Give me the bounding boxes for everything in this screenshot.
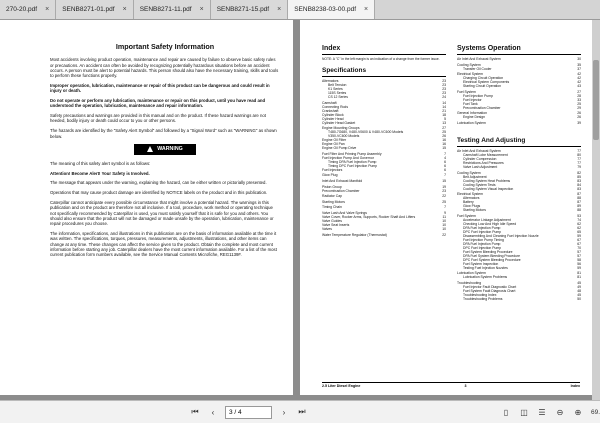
index-entry-page: 23 [442,91,446,95]
index-entry-title: Fuel System Bleeding Procedure [463,249,513,254]
index-entry-page: 5 [444,116,446,121]
index-entry-title: Fuel System Inspection [463,261,499,266]
index-entry-page: 11 [442,214,446,219]
index-entry-title: Valve Cover, Rocker Arms, Supports, Rocker Shaft And Lifters [322,214,416,219]
index-entry-page: 59 [577,265,581,270]
index-entry-page: 25 [442,199,446,204]
index-entry-page: 83 [577,178,581,183]
index-entry-title: CS 12 Series [328,95,348,99]
index-entry-title: DPA Fuel Injection Pump [463,225,501,230]
viewer-toolbar [0,400,600,423]
index-entry-title: Valve Lash Adjustment [463,164,498,169]
index-entry[interactable] [457,106,581,110]
index-entry-page: 9 [444,210,446,215]
index-entry[interactable] [457,84,581,88]
index-entry-title: Glow Plug [322,173,338,178]
index-entry[interactable] [457,165,581,169]
index-entry-title: Lubrication System Problems [463,275,508,280]
index-entry-page: 67 [577,241,581,246]
index-entry-page: 77 [577,160,581,165]
paragraph: Most accidents involving product operation, maintenance and repair are caused by failure to observe basic safety rules or precautions. An accident can often be avoided by recognizing potentially hazardous situations before an accident occurs. A person must be alert to potential hazards. This person should also have the necessary training, skills and tools to perform these functions properly. [50,57,279,79]
index-entry-page: 87 [577,200,581,205]
index-entry-page: 85 [577,174,581,179]
index-entry-title: Lubrication System [457,271,486,276]
index-entry-title: Electrical System Components [463,80,510,85]
index-entry[interactable] [322,194,446,198]
index-entry-title: DPC Fuel Injection Pump [463,245,502,250]
footer-title: 2.5 Liter Diesel Engine [322,384,361,388]
index-entry-page: 23 [442,79,446,83]
index-entry-title: Alternators [322,79,339,83]
index-entry-title: Electrical System [457,192,484,197]
index-entry-title: Engine Mounting Groups [322,126,360,131]
tab-document[interactable] [134,0,211,19]
index-entry-page: 6 [444,163,446,168]
index-entry-page: 4 [444,155,446,160]
index-entry-page: 10 [442,218,446,223]
index-entry-title: Fuel Injection Pump Timing [463,237,504,242]
paragraph: Improper operation, lubrication, maintenance or repair of this product can be dangerous and could result in injury or death. [50,82,270,94]
index-entry-title: V350-VC600 Models [328,134,360,139]
index-entry-page: 80 [577,152,581,157]
index-entry-title: DPA Fuel Injection Pump [463,241,501,246]
index-entry-title: Cooling System Visual Inspection [463,186,514,191]
index-entry-page: 13 [442,120,446,125]
index-entry-title: Starting Circuit Operation [463,84,502,89]
index-entry-page: 26 [442,134,446,139]
index-entry[interactable] [322,121,446,125]
index-entry-title: Testing Fuel Injection Nozzles [463,265,508,270]
index-entry[interactable] [322,179,446,183]
index-entry-page: 37 [577,66,581,71]
index-entry-title: Fuel Injectors [322,167,343,172]
index-entry[interactable] [457,57,581,61]
index-title: Index [322,44,446,55]
index-entry-page: 10 [442,222,446,227]
paragraph: The information, specifications, and illustrations in this publication are on the basis of information available at the time it was written. The specifications, torques, pressures, measurements, adjustments, illustrations, and other items can change at any time. These changes can affect the service given to the product. Obtain the complete and most current information before starting any job. Caterpillar dealers have the most current information available. For a list of the most current publication form numbers available, see the Service Manual Contents Microfiche, REG1139F. [50,231,277,258]
index-entry-title: Engine Oil Pump Drive [322,146,357,151]
index-entry-title: Troubleshooting [457,280,482,285]
paragraph: Do not operate or perform any lubrication, maintenance or repair on this product, until you have read and understood the operation, lubrication, maintenance and repair information. [50,98,266,109]
index-entry-title: Fuel Injector Fault Diagnostic Chart [463,284,517,289]
page-number-input[interactable]: 3 / 4 [225,406,272,419]
paragraph: Attention! Become Alert! Your Safety is Involved. [50,170,150,176]
index-entry-page: 42 [577,72,581,77]
index-entry-title: Timing Chain [322,205,342,210]
index-entry-page: 53 [577,213,581,218]
index-entry-title: Timing DPC Fuel Injection Pump [328,163,378,168]
index-entry-page: 89 [577,204,581,209]
index-entry-page: 23 [442,83,446,87]
index-entry-page: 14 [442,100,446,105]
footer-section: Index [570,384,580,388]
last-page-icon[interactable]: ⏭ [298,407,306,416]
index-entry[interactable] [322,95,446,99]
index-entry-title: Connecting Rods [322,104,349,109]
index-entry[interactable] [322,233,446,237]
index-entry-title: Fuel System [457,213,476,218]
paragraph: Safety precautions and warnings are provided in this manual and on the product. If these hazard warnings are not heeded, bodily injury or death could occur to you or other persons. [50,113,266,124]
index-note: NOTE: A "C" in the left margin is an indication of a change from the former issue. [322,57,440,61]
index-entry-page: 65 [577,229,581,234]
index-entry-title: Piston Group [322,184,342,189]
index-entry-title: Camshaft Lobe Measurement [463,152,508,157]
index-entry-page: 59 [577,233,581,238]
index-entry-page: 25 [442,130,446,135]
previous-page-icon[interactable]: ‹ [211,407,215,417]
index-entry-page: 58 [577,257,581,262]
index-entry[interactable] [457,115,581,119]
index-entry-title: Inlet And Exhaust Manifold [322,178,363,183]
close-icon[interactable]: × [364,6,369,13]
index-entry-page: 62 [577,225,581,230]
warning-banner [134,144,196,155]
index-entry-title: Valve Lash And Valve Springs [322,210,367,215]
index-entry-title: Precombustion Chamber [322,188,360,193]
tab-label: SENB8271-01.pdf [62,6,115,13]
close-icon[interactable]: × [45,6,50,13]
index-entry-page: 42 [577,76,581,81]
vertical-scrollbar[interactable] [592,20,600,400]
index-entry-title: Valves [322,226,332,231]
index-entry-title: Accelerator Linkage Adjustment [463,217,511,222]
index-entry-page: 6 [444,167,446,172]
index-entry-page: 15 [442,146,446,151]
index-entry-page: 67 [577,237,581,242]
index-entry-page: 16 [442,138,446,143]
index-entry-page: 27 [577,89,581,94]
systems-operation-list [457,57,581,125]
index-entry-page: 56 [577,261,581,266]
index-entry-page: 79 [577,164,581,169]
index-entry-title: Radiator Cap [322,194,342,199]
index-entry-page: 22 [442,232,446,237]
warning-label: WARNING [157,145,183,152]
index-entry-page: 6 [444,159,446,164]
index-entry-title: Starting Motors [322,199,345,204]
index-entry-title: Belt Tension [328,83,347,87]
page-title: Important Safety Information [115,42,215,51]
index-entry-page: 7 [444,205,446,210]
index-entry-page: 88 [577,208,581,213]
index-entry-title: Cylinder Head Gasket [322,120,356,125]
index-entry-title: Electrical System [457,72,484,77]
index-entry-page: 50 [577,296,581,301]
index-entry-title: Battery [463,200,474,205]
index-entry-page: 27 [442,126,446,131]
index-entry[interactable] [322,146,446,150]
index-entry[interactable] [322,205,446,209]
index-entry[interactable] [322,227,446,231]
index-entry-page: 30 [577,57,581,61]
index-entry-page: 81 [577,271,581,276]
index-entry-title: 115S Series [328,91,347,95]
index-entry-title: Cylinder Head [322,116,344,121]
index-entry[interactable] [457,297,581,301]
index-entry-title: Fuel Tank [463,101,478,106]
index-entry-title: Air Inlet And Exhaust System [457,148,501,153]
document-viewer[interactable] [0,20,600,400]
index-entry-page: 21 [442,108,446,113]
index-entry-page: 28 [577,93,581,98]
close-icon[interactable]: × [122,6,127,13]
paragraph: Operations that may cause product damage are identified by NOTICE labels on the product and in this publication. [50,190,268,196]
specifications-heading: Specifications [322,67,446,77]
index-entry-page: 88 [577,196,581,201]
tab-label: SENB8271-11.pdf [139,6,192,13]
index-entry-title: Fuel Injection Pump And Governor [322,155,374,160]
tab-document[interactable] [56,0,134,19]
index-entry-title: Water Temperature Regulator (Thermostat) [322,232,387,237]
index-entry-title: Cooling System [457,170,481,175]
index-entry-page: 10 [442,226,446,231]
index-entry-title: General Information [457,111,487,116]
index-entry-title: Alternators [463,196,480,201]
specifications-list [322,79,446,237]
first-page-icon[interactable]: ⏮ [191,407,199,416]
index-entry-page: 70 [577,245,581,250]
index-entry-title: Cooling System Heat Problems [463,178,511,183]
index-entry-title: Crankshaft [322,108,339,113]
index-entry-title: Engine Design [463,115,486,120]
index-entry-page: 39 [577,120,581,125]
next-page-icon[interactable]: › [282,407,286,417]
index-column-left [322,44,446,237]
footer-page-number: 3 [464,384,467,388]
index-entry-title: Restrictions And Pressures [463,160,504,165]
safety-alert-icon [147,146,153,152]
two-page-view-icon[interactable]: ◫ [520,407,528,417]
index-entry[interactable] [457,275,581,279]
index-entry-title: Transfer Oil Cooler [463,66,492,71]
index-entry[interactable] [457,67,581,71]
index-entry-page: 7 [444,151,446,156]
index-entry-page: 48 [577,288,581,293]
index-entry-title: Engine Oil Filter [322,138,347,143]
tab-document[interactable] [211,0,289,19]
index-entry-page: 83 [577,186,581,191]
paragraph: Caterpillar cannot anticipate every possible circumstance that might involve a potential hazard. The warnings in this publication and on the product are therefore not all inclusive. If a tool, procedure, work method or operating technique not specifically recommended by Caterpillar is used, you must satisfy yourself that it is safe for you and others. You should also ensure that the product will not be damaged or made unsafe by the operation, lubrication, maintenance or repair procedures you choose. [50,200,274,227]
index-entry-page: 18 [442,112,446,117]
close-icon[interactable]: × [277,6,282,13]
index-entry-page: 81 [577,275,581,280]
tab-document[interactable] [0,0,56,19]
index-entry-page: 16 [442,142,446,147]
index-entry-page: 49 [577,284,581,289]
index-entry[interactable] [457,187,581,191]
index-entry-page: 7 [444,173,446,178]
index-entry-title: K1 Series [328,87,343,91]
index-entry[interactable] [322,189,446,193]
index-entry-page: 62 [577,221,581,226]
index-entry-page: 82 [577,170,581,175]
index-entry[interactable] [457,266,581,270]
index-entry[interactable] [322,200,446,204]
index-entry-page: 45 [577,280,581,285]
index-entry-title: Lubrication System [457,120,486,125]
index-entry-page: 77 [577,148,581,153]
index-entry-page: 77 [577,156,581,161]
paragraph: The message that appears under the warning, explaining the hazard, can be either written or pictorially presented. [50,180,267,186]
index-entry-page: 57 [577,249,581,254]
index-entry-title: Fuel Injector [463,97,482,102]
page-right [300,20,592,395]
single-page-view-icon[interactable]: ▯ [503,407,509,417]
index-entry-page: 74 [577,217,581,222]
index-entry-page: 15 [442,178,446,183]
tab-label: SENB8238-03-00.pdf [294,6,356,13]
index-entry-title: Charging Circuit Operation [463,76,504,81]
index-entry-title: Fuel System Fault Diagnosis Chart [463,288,516,293]
index-entry-page: 25 [577,101,581,106]
page-footer [322,382,580,388]
page-left [0,20,293,395]
index-entry-page: 22 [442,194,446,199]
index-entry-title: Belt Adjustment [463,174,487,179]
index-entry-title: Engine Oil Pan [322,142,345,147]
index-entry-title: Fuel Injection Pump [463,93,493,98]
index-entry-title: Troubleshooting Index [463,292,497,297]
index-entry-title: DPC Fuel System Bleeding Procedure [463,257,521,262]
index-entry-title: Precombustion Chamber [463,105,501,110]
index-entry-page: 57 [577,253,581,258]
zoom-out-icon[interactable]: ⊖ [556,407,564,417]
continuous-view-icon[interactable]: ☰ [538,407,546,417]
index-entry-page: 14 [442,104,446,109]
index-entry-page: 24 [442,95,446,99]
testing-adjusting-list [457,149,581,301]
index-entry-title: Starting Motors [463,208,486,213]
index-entry-page: 23 [442,87,446,91]
index-entry-title: Disassembling And Cleaning Fuel Injection Nozzle [463,233,539,238]
paragraph: The hazards are identified by the "Safety Alert Symbol" and followed by a "Signal Word" such as "WARNING" as shown below. [50,128,277,139]
index-entry-page: 19 [442,184,446,189]
testing-adjusting-heading: Testing And Adjusting [457,137,581,147]
safety-section [50,44,280,262]
index-entry-title: Fuel System [457,89,476,94]
index-entry[interactable] [322,168,446,172]
index-entry-title: Cooling System [457,62,481,67]
systems-operation-heading: Systems Operation [457,44,581,55]
zoom-level[interactable]: 69. [590,408,600,416]
index-entry-page: 45 [577,292,581,297]
tab-document[interactable] [288,0,375,19]
index-entry[interactable] [457,208,581,212]
index-entry-title: T480-7G680, V480-V0600 & V480-VC600 Models [328,130,404,135]
index-entry-page: 26 [577,115,581,120]
zoom-in-icon[interactable]: ⊕ [574,407,582,417]
scrollbar-thumb[interactable] [593,60,599,140]
index-entry-page: 35 [577,62,581,67]
index-entry-page: 42 [577,80,581,85]
index-entry-page: 33 [577,97,581,102]
index-entry[interactable] [457,121,581,125]
tab-label: SENB8271-15.pdf [216,6,270,13]
tab-label: 270-20.pdf [6,6,38,13]
index-entry-title: DPA Fuel System Bleeding Procedure [463,253,521,258]
index-entry-page: 43 [577,84,581,89]
index-entry-title: Checking Low And High Idle Speed [463,221,517,226]
index-entry-title: Cooling System Tests [463,182,496,187]
index-column-right [457,44,581,301]
index-entry-title: Glow Plugs [463,204,481,209]
index-entry-page: 26 [577,111,581,116]
index-entry-page: 29 [577,105,581,110]
index-entry-title: Air Inlet And Exhaust System [457,57,501,61]
paragraph: The meaning of this safety alert symbol is as follows: [50,160,151,166]
index-entry-title: DPC Fuel Injection Pump [463,229,502,234]
index-entry-title: Timing DPA Fuel Injection Pump [328,159,377,164]
index-entry-title: Fuel Filter And Priming Pump Assembly [322,151,382,156]
index-entry-page: 87 [577,192,581,197]
index-entry-page: 84 [577,182,581,187]
index-entry-title: Valve Seat Inserts [322,222,350,227]
index-entry-title: Cylinder Compression [463,156,497,161]
index-entry-title: Valve Guides [322,218,342,223]
index-entry[interactable] [322,173,446,177]
index-entry-title: Cylinder Block [322,112,344,117]
index-entry-title: Camshaft [322,100,337,105]
index-entry-page: 23 [442,188,446,193]
tab-bar [0,0,600,20]
close-icon[interactable]: × [199,6,204,13]
index-entry-title: Troubleshooting Problems [463,296,503,301]
